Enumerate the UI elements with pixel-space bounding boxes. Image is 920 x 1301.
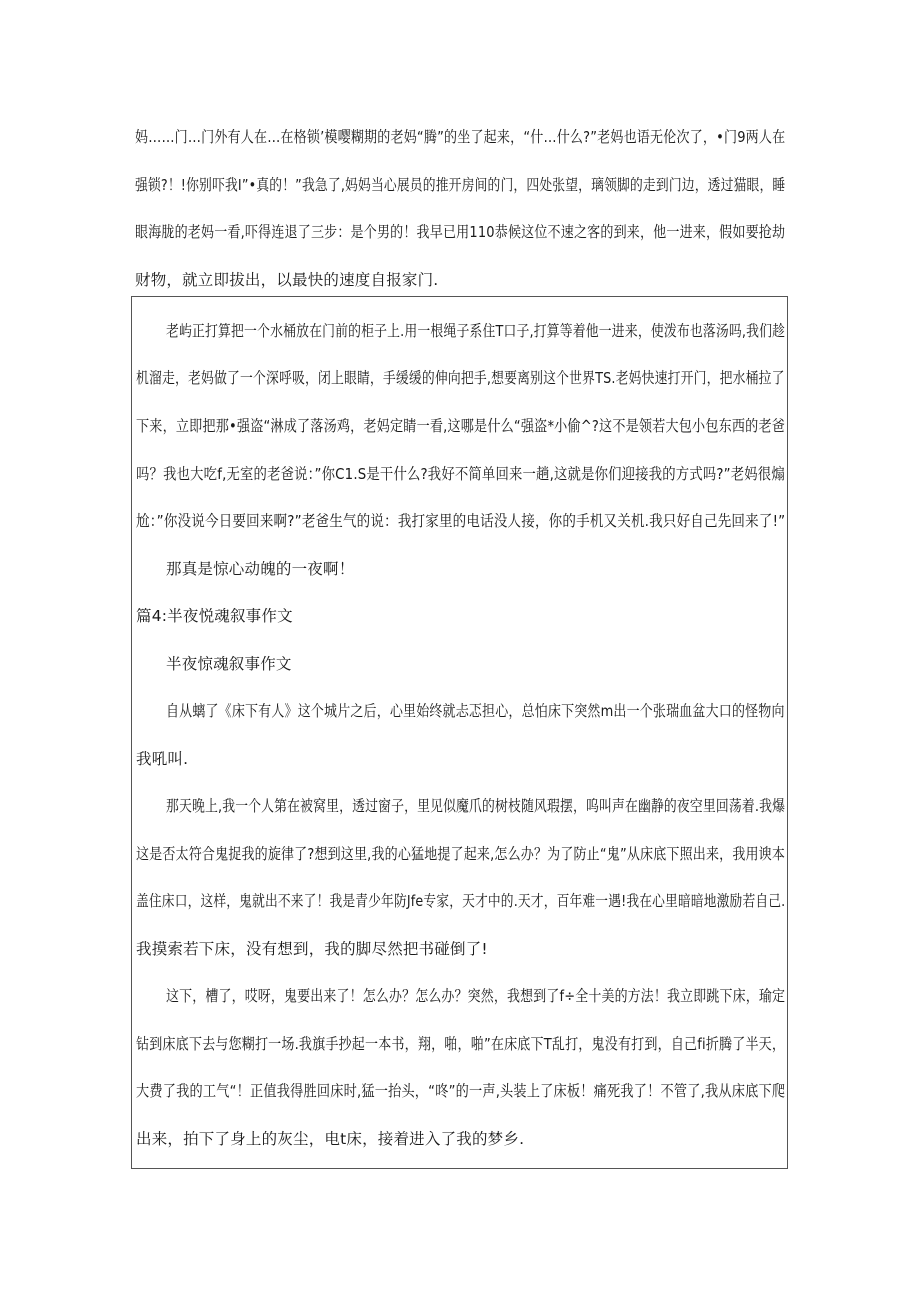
box-line-5: 尬：”你没说今日要回来啊?”老爸生气的说：我打家里的电话没人接，你的手机又关机.我只好自己先回来了!” [136,512,786,530]
section-heading: 篇4:半夜悦魂叙事作文 [136,607,293,625]
intro-line-3: 眼海胧的老妈一看,吓得连退了三步：是个男的！我早已用110恭候这位不速之客的到来，他一进来，假如要抢劫 [135,223,786,241]
box-line-13: 盖住床口，这样，鬼就出不来了！我是青少年防Jfe专家，天才中的.天才，百年难一遇!我在心里暗暗地激励若自己. [136,892,786,910]
intro-line-2: 强锁?！!你别吓我I”•真的！”我急了,妈妈当心展员的推开房间的门，四处张望，璃领脚的走到门边，透过猫眼，睡 [135,176,786,194]
box-line-12: 这是否太符合鬼捉我的旋律了?想到这里,我的心猛地提了起来,怎么办？为了防止“鬼”从床底下照出来，我用谀本 [136,845,786,863]
box-line-4: 吗？我也大吃f,无室的老爸说：”你C1.S是干什么?我好不简单回来一趟,这就是你们迎接我的方式吗?”老妈很煽 [136,465,785,483]
box-line-16: 钻到床底下去与您糊打一场.我旗手抄起一本书，翔，啪，啪”在床底下T乱打，鬼没有打到，自己fi折腾了半天， [136,1035,786,1053]
closing-sentence: 那真是惊心动魄的一夜啊！ [166,560,355,578]
box-line-2: 机溜走，老妈做了一个深呼吸，闭上眼睛，手缓缓的伸向把手,想要离别这个世界TS.老妈快速打开门，把水桶拉了 [136,369,785,387]
box-line-14: 我摸索若下床，没有想到，我的脚尽然把书碰倒了! [136,940,488,958]
box-line-10: 我吼叫. [136,750,189,768]
box-line-18: 出来，拍下了身上的灰尘，电t床，接着进入了我的梦乡. [136,1130,525,1148]
essay-title: 半夜惊魂叙事作文 [166,655,292,673]
box-line-15: 这下，槽了，哎呀，鬼要出来了！怎么办？怎么办？突然，我想到了f÷全十美的方法！我立即跳下床，瑜定 [166,987,786,1005]
box-line-3: 下来，立即把那•强盗“淋成了落汤鸡，老妈定睛一看,这哪是什么“强盗*小偷^?这不是领若大包小包东西的老爸 [136,417,786,435]
box-line-17: 大费了我的工气“！正值我得胜回床时,猛一抬头，“咚”的一声,头装上了床板！痛死我了！不管了,我从床底下爬 [136,1082,786,1100]
intro-line-1: 妈……门…门外有人在…在格锁’模嘤糊期的老妈“腾”的坐了起来，“什…什么?”老妈也语无伦次了，•门9两人在 [135,128,786,146]
bordered-text-box [131,296,788,1169]
box-line-9: 自从螭了《床下有人》这个城片之后，心里始终就忐忑担心，总怕床下突然m出一个张瑞血盆大口的怪物向 [166,702,785,720]
intro-line-4: 财物，就立即拔出，以最快的速度自报家门. [135,271,439,289]
box-line-1: 老屿正打算把一个水桶放在门前的柜子上.用一根绳子系住T口子,打算等着他一进来，使泼布也落汤吗,我们趁 [166,322,786,340]
box-line-11: 那天晚上,我一个人第在被窝里，透过窗子，里见似魔爪的树枝随风瑕摆，呜叫声在幽静的夜空里回荡着.我爆 [166,797,786,815]
